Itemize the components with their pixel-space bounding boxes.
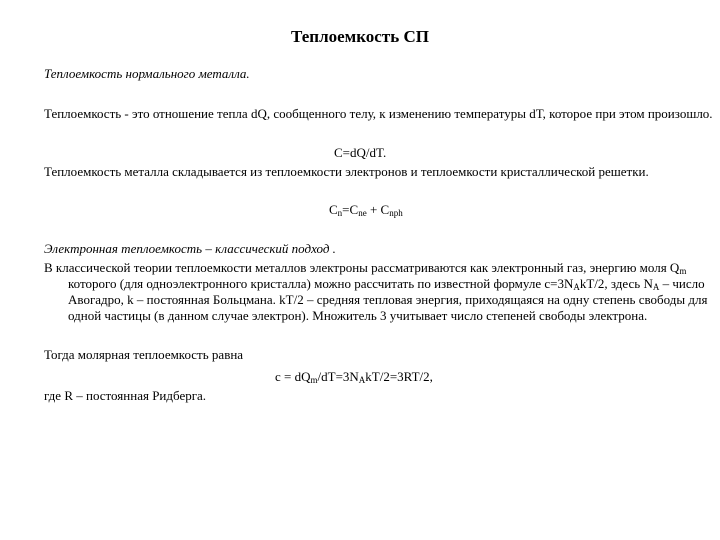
definition-paragraph: Теплоемкость - это отношение тепла dQ, сообщенного телу, к изменению температуры dT, которое при этом произошло. <box>44 106 713 121</box>
composition-paragraph: Теплоемкость металла складывается из теплоемкости электронов и теплоемкости кристаллической решетки. <box>44 164 649 179</box>
formula-molar-sub-m: m <box>310 375 318 385</box>
formula-sum <box>329 202 403 218</box>
formula-sum-plus: + C <box>366 202 390 217</box>
classical-paragraph <box>44 260 716 324</box>
classical-part-3: kT/2, здесь N <box>579 276 653 291</box>
formula-sum-sub-ne: ne <box>358 208 367 218</box>
classical-part-1: В классической теории теплоемкости металлов электроны рассматриваются как электронный газ, энергию моля Q <box>44 260 680 275</box>
formula-sum-sub-nph: nph <box>389 208 403 218</box>
formula-molar <box>275 369 433 385</box>
formula-sum-mid: =C <box>342 202 359 217</box>
formula-molar-sub-a: A <box>358 375 366 385</box>
formula-molar-c: kT/2=3RT/2, <box>365 369 433 384</box>
section-heading: Электронная теплоемкость – классический подход . <box>44 241 336 256</box>
formula-molar-a: c = dQ <box>275 369 311 384</box>
subtitle: Теплоемкость нормального металла. <box>44 66 250 81</box>
formula-sum-c: C <box>329 202 338 217</box>
rydberg-note: где R – постоянная Ридберга. <box>44 388 207 403</box>
formula-sum-sub-n: n <box>337 208 343 218</box>
formula-heat-capacity: C=dQ/dT. <box>334 145 387 160</box>
page-title: Теплоемкость СП <box>291 27 429 46</box>
classical-part-4: – число Авогадро, k – постоянная Больцмана. kT/2 – средняя тепловая энергия, приходящаяся на одну степень свободы для одной частицы (в данном случае электрон). Множитель 3 учитывает число степеней свободы электрона. <box>68 276 708 323</box>
classical-sub-a1: A <box>573 282 580 292</box>
classical-part-2: которого (для одноэлектронного кристалла) можно рассчитать по известной формуле c=3N <box>68 276 574 291</box>
formula-molar-b: /dT=3N <box>317 369 359 384</box>
classical-sub-m: m <box>679 266 687 276</box>
molar-intro: Тогда молярная теплоемкость равна <box>44 347 244 362</box>
classical-sub-a2: A <box>652 282 660 292</box>
